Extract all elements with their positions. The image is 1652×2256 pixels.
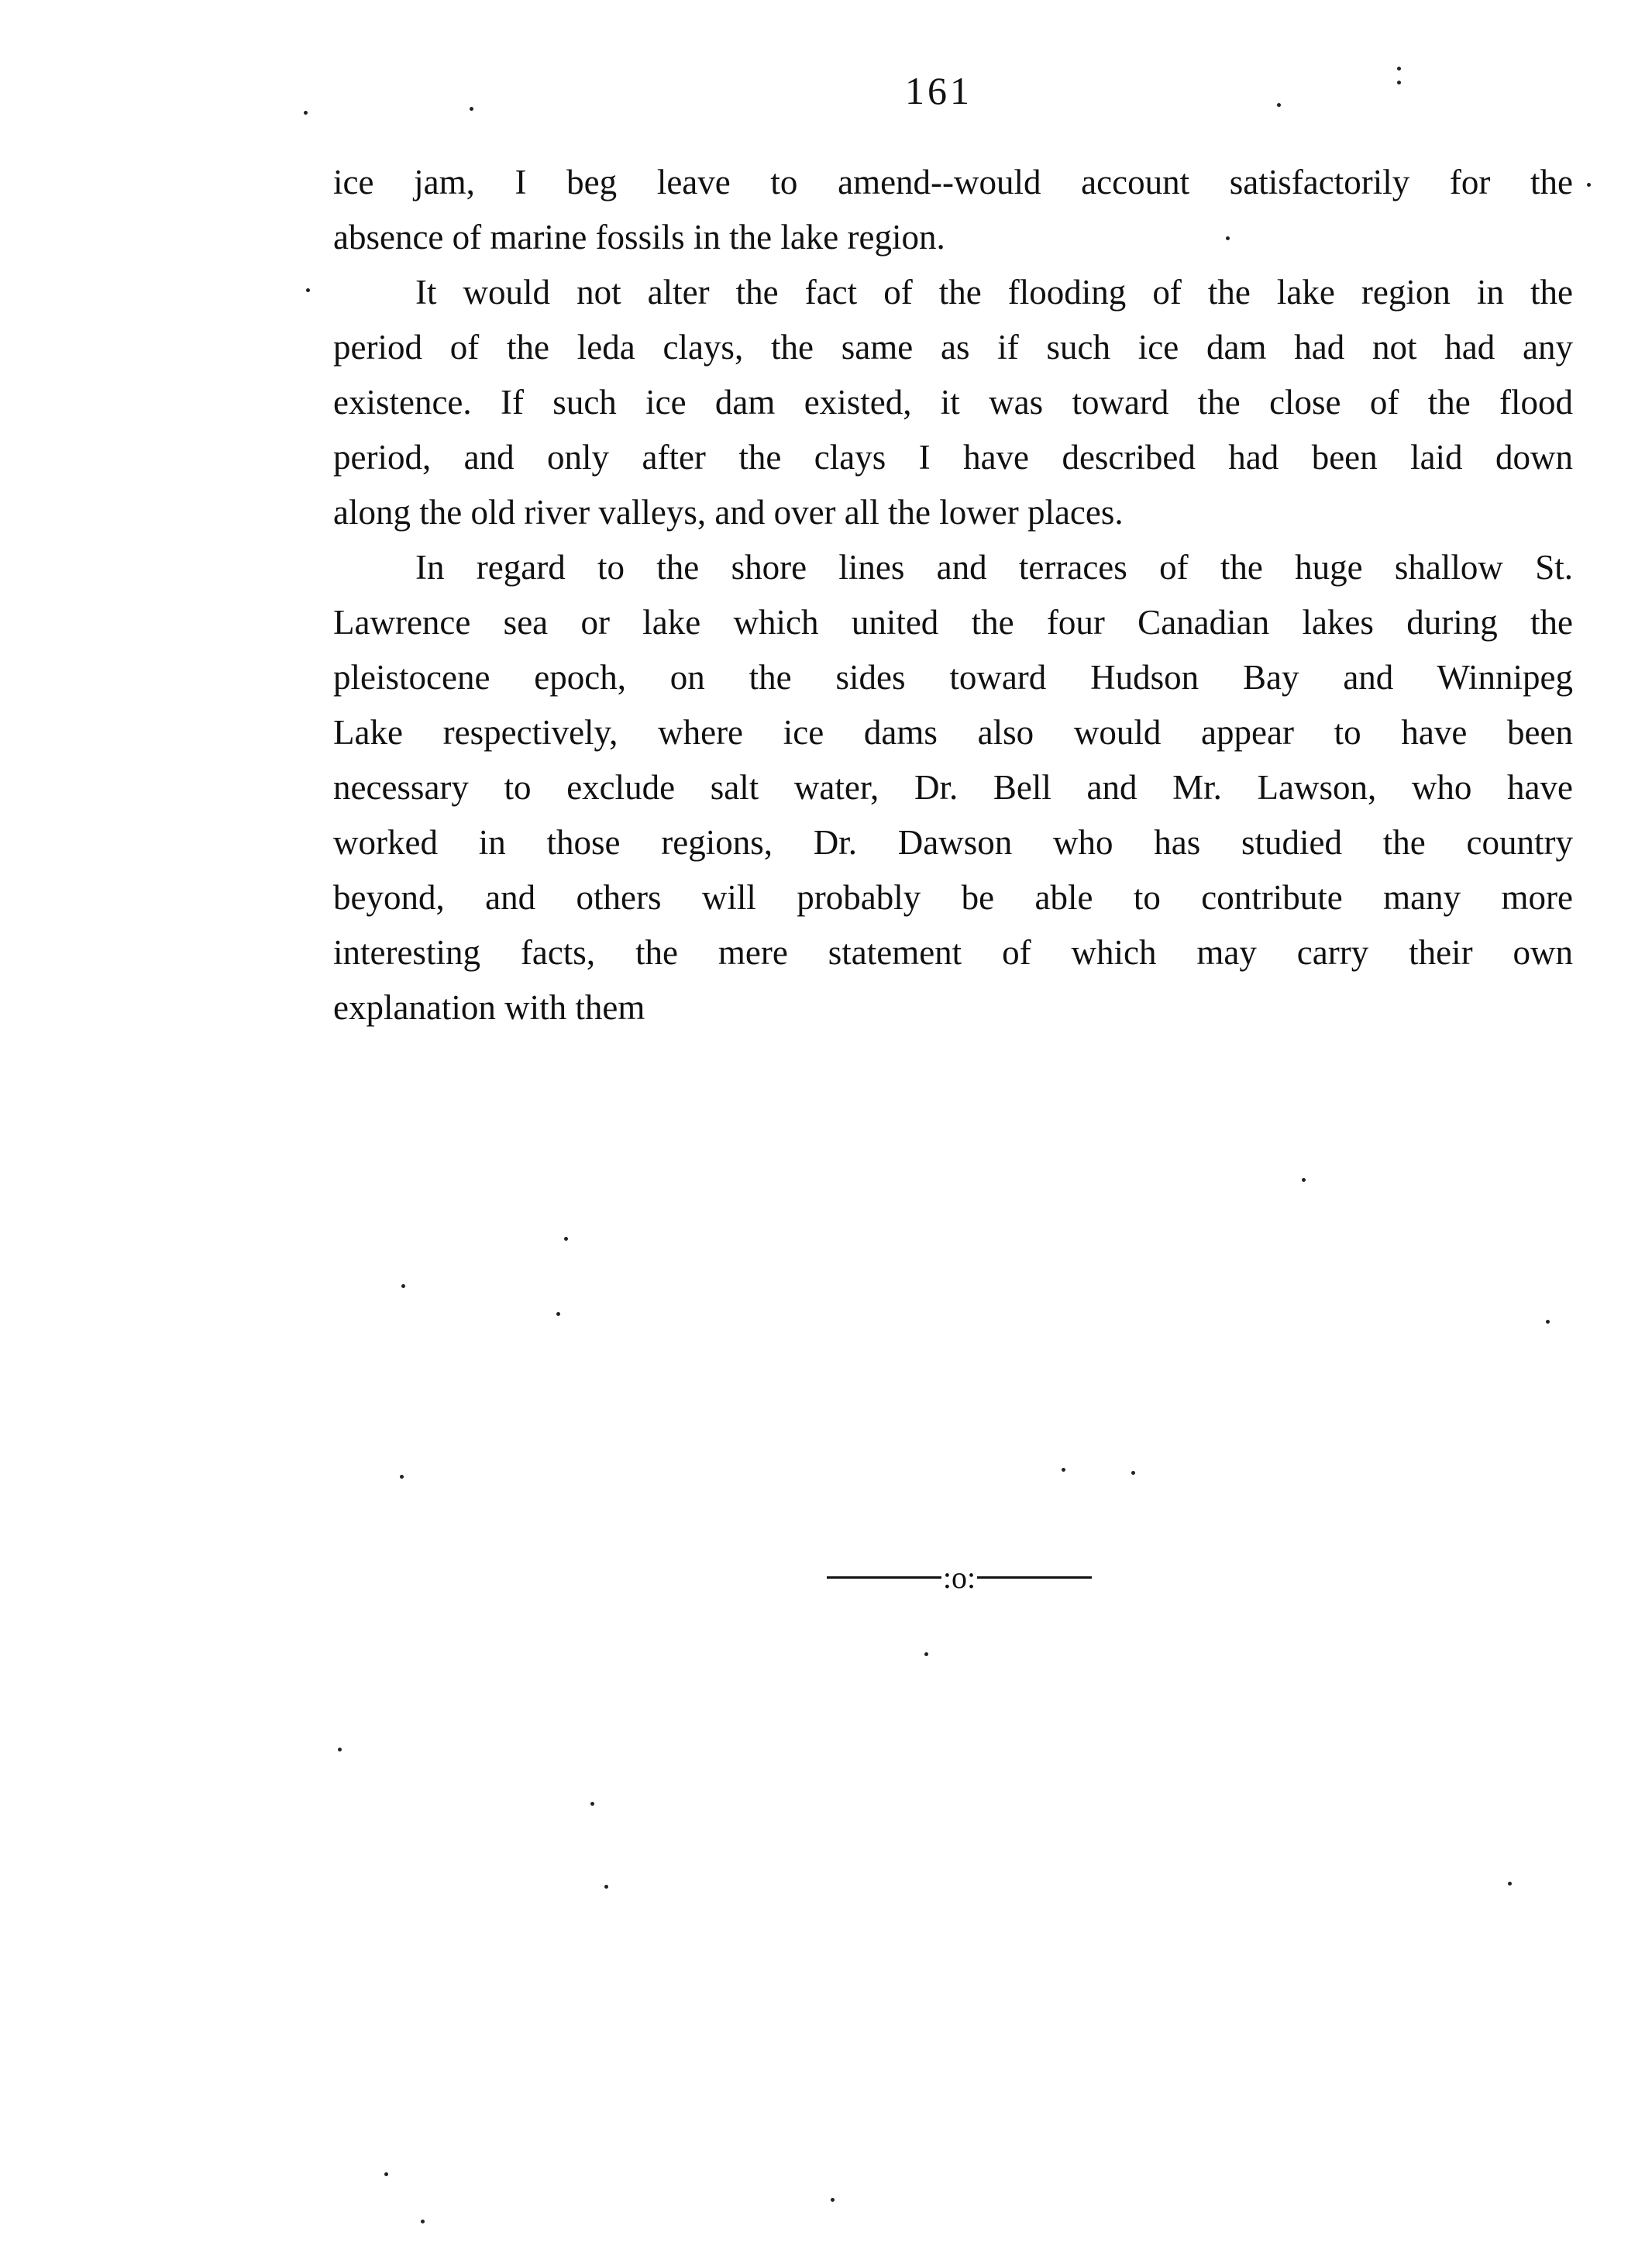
scan-speck [1397,81,1401,84]
scan-speck [1131,1471,1135,1475]
scan-speck [1226,236,1230,240]
text-line: interesting facts, the mere statement of which may carry their own [333,933,1573,972]
text-line: period, and only after the clays I have described had been laid down [333,438,1573,477]
divider-mark: :o: [942,1560,976,1596]
scan-speck [604,1885,608,1889]
text-line: absence of marine fossils in the lake region. [333,218,945,257]
scan-speck [1508,1882,1512,1886]
scan-speck [590,1802,594,1806]
scan-speck [1302,1178,1306,1182]
scan-speck [421,2220,425,2223]
text-line: beyond, and others will probably be able to contribute many more [333,878,1573,917]
text-line: Lawrence sea or lake which united the four Canadian lakes during the [333,603,1573,642]
body-text [333,155,1573,1035]
text-line: along the old river valleys, and over all the lower places. [333,493,1124,532]
scan-speck [924,1652,928,1656]
scan-speck [564,1237,568,1241]
text-line: In regard to the shore lines and terraces of the huge shallow St. [415,548,1573,587]
scan-speck [384,2172,388,2176]
text-line: Lake respectively, where ice dams also would appear to have been [333,713,1573,752]
scan-speck [1397,67,1401,71]
section-divider [812,1556,1106,1596]
text-line: pleistocene epoch, on the sides toward Hudson Bay and Winnipeg [333,658,1573,697]
scan-speck [401,1284,405,1288]
scan-speck [400,1475,404,1479]
text-line: existence. If such ice dam existed, it was toward the close of the flood [333,383,1573,422]
scan-speck [338,1748,342,1751]
text-line: worked in those regions, Dr. Dawson who has studied the country [333,823,1573,862]
scan-speck [1546,1320,1550,1324]
divider-rule-left [827,1576,941,1579]
text-line: period of the leda clays, the same as if such ice dam had not had any [333,328,1573,367]
scan-speck [306,288,310,292]
scan-speck [1062,1468,1065,1472]
scan-speck [1587,183,1591,187]
scan-speck [1277,103,1281,107]
scan-speck [831,2198,835,2202]
divider-rule-right [977,1576,1092,1579]
scan-speck [556,1312,560,1316]
text-line: explanation with them [333,988,645,1027]
text-line: It would not alter the fact of the flooding of the lake region in the [415,273,1573,312]
text-line: necessary to exclude salt water, Dr. Bell and Mr. Lawson, who have [333,768,1573,807]
page-number: 161 [905,69,972,112]
text-line: ice jam, I beg leave to amend--would account satisfactorily for the [333,163,1573,201]
scan-speck [304,111,308,115]
scan-speck [470,107,473,111]
